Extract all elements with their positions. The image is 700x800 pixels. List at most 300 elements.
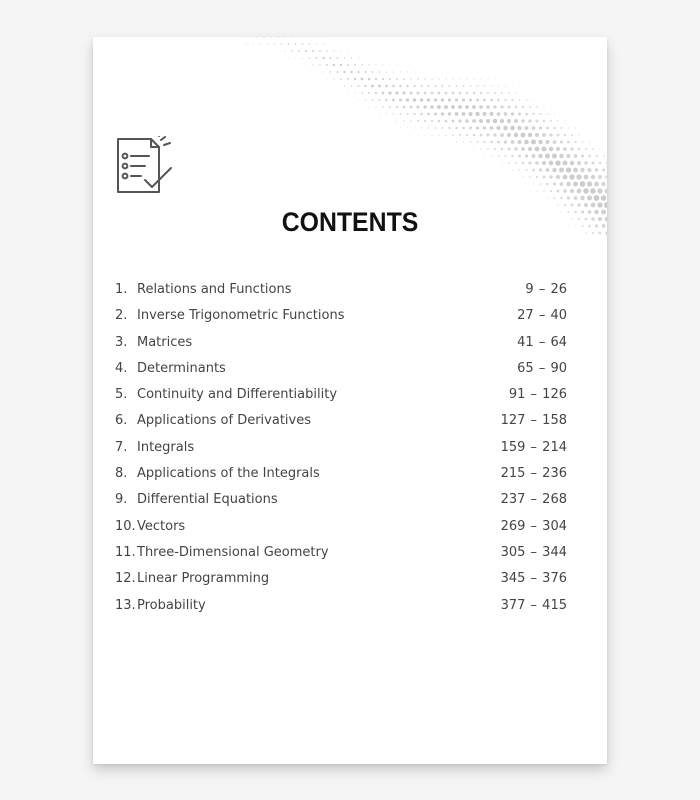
toc-entry-title: Continuity and Differentiability <box>137 387 338 403</box>
halftone-dot <box>563 175 568 180</box>
halftone-dot <box>491 155 492 156</box>
halftone-dot <box>512 86 513 87</box>
halftone-dot <box>420 98 423 101</box>
halftone-dot <box>411 135 412 136</box>
toc-entry-number: 13. <box>115 597 136 613</box>
halftone-dot <box>498 170 499 171</box>
halftone-dot <box>406 85 408 87</box>
halftone-dot <box>501 92 503 94</box>
halftone-dot <box>511 155 514 158</box>
halftone-dot <box>468 112 472 116</box>
halftone-dot <box>530 191 531 192</box>
halftone-dot <box>591 217 595 221</box>
halftone-dot <box>536 190 537 191</box>
halftone-dot <box>554 113 555 114</box>
toc-entry-number: 5. <box>115 387 128 403</box>
toc-entry <box>115 330 569 356</box>
halftone-dot <box>597 188 602 193</box>
halftone-dot <box>546 168 550 172</box>
toc-entry <box>115 408 569 434</box>
halftone-dot <box>576 174 581 179</box>
halftone-dot <box>550 120 552 122</box>
halftone-dot <box>477 156 478 157</box>
halftone-dot <box>351 85 353 87</box>
toc-entry-title: Applications of Derivatives <box>137 413 312 429</box>
halftone-dot <box>441 112 444 115</box>
halftone-dot <box>508 162 510 164</box>
halftone-dot <box>588 155 591 158</box>
halftone-dot <box>473 134 475 136</box>
toc-entry-pages: 269 – 304 <box>500 518 567 534</box>
halftone-dot <box>396 120 397 121</box>
halftone-dot <box>379 114 380 115</box>
halftone-dot <box>581 154 584 157</box>
toc-entry-title: Differential Equations <box>137 492 278 508</box>
halftone-dot <box>295 43 297 45</box>
toc-entry-pages: 9 – 26 <box>525 282 567 297</box>
halftone-dot <box>496 126 500 130</box>
halftone-dot <box>410 106 413 109</box>
halftone-dot <box>578 134 580 136</box>
halftone-dot <box>428 142 429 143</box>
halftone-dot <box>455 85 457 87</box>
halftone-dot <box>344 44 345 45</box>
halftone-dot <box>518 112 521 115</box>
halftone-dot <box>521 147 525 151</box>
halftone-dot <box>517 126 521 130</box>
toc-entry-pages: 377 – 415 <box>500 597 567 613</box>
halftone-dot <box>605 217 607 222</box>
halftone-dot <box>448 98 451 101</box>
halftone-dot <box>417 92 420 95</box>
halftone-dot <box>403 106 406 109</box>
halftone-dot <box>570 189 574 193</box>
toc-entry-pages: 345 – 376 <box>500 571 567 587</box>
halftone-dot <box>538 154 542 158</box>
halftone-dot <box>480 92 482 94</box>
halftone-dot <box>552 168 556 172</box>
halftone-dot <box>508 92 510 94</box>
halftone-dot <box>388 91 391 94</box>
halftone-dot <box>347 64 349 66</box>
halftone-dot <box>561 114 562 115</box>
halftone-dot <box>564 204 566 206</box>
halftone-dot <box>413 113 415 115</box>
halftone-dot <box>418 135 419 136</box>
halftone-dot <box>580 181 586 187</box>
halftone-dot <box>330 86 331 87</box>
halftone-dot <box>542 133 546 137</box>
halftone-dot <box>522 106 524 108</box>
toc-entry-title: Three-Dimensional Geometry <box>137 544 329 560</box>
halftone-dot <box>407 128 408 129</box>
halftone-dot <box>274 43 275 44</box>
halftone-dot <box>547 197 548 198</box>
halftone-dot <box>424 78 426 80</box>
halftone-dot <box>505 170 506 171</box>
halftone-dot <box>601 195 607 201</box>
halftone-dot <box>347 78 349 80</box>
halftone-dot <box>472 105 476 109</box>
halftone-dot <box>529 106 531 108</box>
halftone-dot <box>438 120 441 123</box>
halftone-dot <box>250 51 251 52</box>
halftone-dot <box>591 175 595 179</box>
halftone-dot <box>473 92 476 95</box>
halftone-dot <box>463 72 464 73</box>
halftone-dot <box>557 204 559 206</box>
halftone-dot <box>569 174 574 179</box>
halftone-dot <box>542 147 547 152</box>
halftone-dot <box>302 43 304 45</box>
toc-entry-pages: 27 – 40 <box>517 308 567 324</box>
halftone-dot <box>438 78 440 80</box>
halftone-dot <box>528 161 531 164</box>
halftone-dot <box>538 140 543 145</box>
halftone-dot <box>511 112 514 115</box>
toc-entry-title: Relations and Functions <box>137 282 292 297</box>
halftone-dot <box>592 232 594 234</box>
halftone-dot <box>554 197 556 199</box>
halftone-dot <box>493 119 498 124</box>
halftone-dot <box>502 79 503 80</box>
halftone-dot <box>459 92 462 95</box>
halftone-dot <box>413 98 416 101</box>
halftone-dot <box>427 85 429 87</box>
halftone-dot <box>458 119 461 122</box>
halftone-dot <box>299 65 300 66</box>
halftone-dot <box>559 167 564 172</box>
halftone-dot <box>416 105 419 108</box>
halftone-dot <box>580 196 584 200</box>
toc-entry <box>115 277 569 303</box>
halftone-dot <box>497 99 500 102</box>
halftone-dot <box>302 57 303 58</box>
halftone-dot <box>521 119 525 123</box>
halftone-dot <box>365 99 366 100</box>
halftone-dot <box>434 85 436 87</box>
halftone-dot <box>442 72 443 73</box>
halftone-dot <box>573 181 578 186</box>
toc-entry-pages: 215 – 236 <box>500 466 567 482</box>
toc-entry-title: Applications of the Integrals <box>137 466 320 482</box>
halftone-dot <box>556 175 560 179</box>
halftone-dot <box>442 142 443 143</box>
halftone-dot <box>512 169 513 170</box>
halftone-dot <box>543 106 544 107</box>
halftone-dot <box>309 72 310 73</box>
halftone-dot <box>475 112 479 116</box>
halftone-dot <box>532 154 536 158</box>
halftone-dot <box>435 127 437 129</box>
halftone-dot <box>400 128 401 129</box>
halftone-dot <box>603 155 605 157</box>
halftone-dot <box>504 112 508 116</box>
halftone-dot <box>466 92 469 95</box>
halftone-dot <box>288 58 289 59</box>
toc-entry-number: 10. <box>115 518 136 534</box>
halftone-dot <box>580 168 584 172</box>
halftone-dot <box>470 141 472 143</box>
halftone-dot <box>594 210 598 214</box>
halftone-dot <box>587 181 592 186</box>
halftone-dot <box>484 85 486 87</box>
halftone-dot <box>343 71 345 73</box>
halftone-dot <box>487 92 489 94</box>
halftone-dot <box>585 134 586 135</box>
toc-entry <box>115 514 569 540</box>
halftone-dot <box>507 133 511 137</box>
halftone-dot <box>428 127 430 129</box>
halftone-dot <box>403 78 405 80</box>
halftone-dot <box>589 141 590 142</box>
halftone-dot <box>431 120 433 122</box>
halftone-dot <box>539 183 541 185</box>
halftone-dot <box>542 161 546 165</box>
halftone-dot <box>567 196 570 199</box>
halftone-dot <box>511 140 515 144</box>
toc-entry <box>115 540 569 566</box>
halftone-dot <box>445 134 447 136</box>
halftone-dot <box>599 232 602 235</box>
halftone-dot <box>347 50 348 51</box>
halftone-dot <box>477 85 479 87</box>
toc-entry <box>115 593 569 619</box>
halftone-dot <box>368 78 371 81</box>
halftone-dot <box>597 202 602 207</box>
halftone-dot <box>550 190 552 192</box>
halftone-dot <box>495 79 496 80</box>
halftone-dot <box>588 210 592 214</box>
halftone-dot <box>427 113 430 116</box>
halftone-dot <box>375 92 377 94</box>
toc-entry-pages: 159 – 214 <box>500 439 567 455</box>
halftone-dot <box>525 113 528 116</box>
halftone-dot <box>529 176 531 178</box>
halftone-dot <box>500 105 503 108</box>
halftone-dot <box>466 78 467 79</box>
halftone-dot <box>316 43 317 44</box>
halftone-dot <box>559 154 564 159</box>
halftone-dot <box>411 65 412 66</box>
halftone-dot <box>417 78 419 80</box>
halftone-dot <box>515 162 517 164</box>
halftone-dot <box>333 50 334 51</box>
halftone-dot <box>602 168 605 171</box>
halftone-dot <box>563 189 567 193</box>
halftone-dot <box>516 177 517 178</box>
halftone-dot <box>566 167 571 172</box>
halftone-dot <box>357 85 359 87</box>
halftone-dot <box>514 119 518 123</box>
halftone-dot <box>316 72 317 73</box>
halftone-dot <box>337 57 339 59</box>
halftone-dot <box>604 202 607 208</box>
halftone-dot <box>605 175 607 178</box>
halftone-dot <box>484 72 485 73</box>
toc-entry-number: 3. <box>115 334 128 350</box>
toc-entry-number: 6. <box>115 413 128 429</box>
halftone-dot <box>497 112 501 116</box>
halftone-dot <box>547 113 549 115</box>
halftone-dot <box>438 134 439 135</box>
halftone-dot <box>470 156 471 157</box>
halftone-dot <box>452 134 454 136</box>
halftone-dot <box>497 141 500 144</box>
halftone-dot <box>504 140 507 143</box>
halftone-dot <box>519 86 520 87</box>
halftone-dot <box>340 64 342 66</box>
halftone-dot <box>571 204 574 207</box>
halftone-dot <box>348 93 349 94</box>
halftone-dot <box>493 105 496 108</box>
halftone-dot <box>526 184 527 185</box>
halftone-dot <box>459 78 460 79</box>
halftone-dot <box>490 99 493 102</box>
halftone-dot <box>441 98 444 101</box>
halftone-dot <box>504 99 506 101</box>
halftone-dot <box>404 65 405 66</box>
halftone-dot <box>382 78 384 80</box>
halftone-dot <box>477 141 479 143</box>
halftone-dot <box>493 133 496 136</box>
halftone-dot <box>365 57 366 58</box>
toc-entry-title: Linear Programming <box>137 571 270 587</box>
halftone-dot <box>362 107 363 108</box>
halftone-dot <box>522 92 523 93</box>
halftone-dot <box>444 105 448 109</box>
halftone-dot <box>371 85 374 88</box>
halftone-dot <box>298 50 300 52</box>
halftone-dot <box>553 127 556 130</box>
halftone-dot <box>452 120 455 123</box>
toc-entry-pages: 65 – 90 <box>517 360 567 376</box>
halftone-dot <box>445 92 448 95</box>
halftone-dot <box>557 190 560 193</box>
halftone-dot <box>557 134 560 137</box>
halftone-dot <box>545 153 550 158</box>
halftone-dot <box>305 37 306 38</box>
halftone-dot <box>500 133 504 137</box>
halftone-dot <box>574 154 578 158</box>
halftone-dot <box>372 114 373 115</box>
halftone-dot <box>508 148 511 151</box>
halftone-dot <box>449 72 450 73</box>
halftone-dot <box>413 85 415 87</box>
toc-entry <box>115 356 569 382</box>
halftone-dot <box>337 86 338 87</box>
halftone-dot <box>392 99 395 102</box>
halftone-dot <box>466 134 468 136</box>
halftone-dot <box>452 78 454 80</box>
halftone-dot <box>563 161 568 166</box>
halftone-dot <box>421 71 422 72</box>
toc-entry <box>115 487 569 513</box>
halftone-dot <box>277 37 278 38</box>
halftone-dot <box>253 43 254 44</box>
halftone-dot <box>424 120 426 122</box>
halftone-dot <box>288 43 290 45</box>
halftone-dot <box>462 112 466 116</box>
halftone-dot <box>549 147 554 152</box>
halftone-dot <box>469 98 472 101</box>
halftone-dot <box>552 154 557 159</box>
halftone-dot <box>536 120 539 123</box>
halftone-dot <box>427 98 430 101</box>
halftone-dot <box>424 92 427 95</box>
halftone-dot <box>312 64 313 65</box>
halftone-dot <box>379 71 381 73</box>
halftone-dot <box>473 148 474 149</box>
halftone-dot <box>495 163 496 164</box>
halftone-dot <box>383 121 384 122</box>
halftone-dot <box>414 127 415 128</box>
halftone-dot <box>540 198 541 199</box>
halftone-dot <box>549 133 552 136</box>
halftone-dot <box>476 98 479 101</box>
halftone-dot <box>382 106 384 108</box>
halftone-dot <box>354 92 355 93</box>
halftone-dot <box>449 141 450 142</box>
halftone-dot <box>434 98 437 101</box>
halftone-dot <box>599 148 600 149</box>
halftone-dot <box>256 37 257 38</box>
halftone-dot <box>291 50 292 51</box>
halftone-dot <box>395 91 398 94</box>
halftone-dot <box>584 175 589 180</box>
halftone-dot <box>406 113 408 115</box>
halftone-dot <box>284 50 285 51</box>
halftone-dot <box>309 57 311 59</box>
halftone-dot <box>573 168 578 173</box>
halftone-dot <box>462 127 465 130</box>
halftone-dot <box>399 85 401 87</box>
halftone-dot <box>606 162 607 164</box>
halftone-dot <box>459 134 461 136</box>
halftone-dot <box>350 71 353 74</box>
halftone-dot <box>536 176 538 178</box>
halftone-dot <box>333 64 335 66</box>
halftone-dot <box>596 142 597 143</box>
toc-entry-title: Inverse Trigonometric Functions <box>137 308 345 324</box>
halftone-dot <box>566 154 570 158</box>
halftone-dot <box>603 142 604 143</box>
halftone-dot <box>448 127 450 129</box>
halftone-dot <box>375 106 376 107</box>
halftone-dot <box>583 188 588 193</box>
halftone-dot <box>337 44 338 45</box>
halftone-dot <box>514 147 517 150</box>
halftone-dot <box>501 148 504 151</box>
halftone-dot <box>560 140 563 143</box>
halftone-dot <box>372 99 374 101</box>
halftone-dot <box>291 37 292 38</box>
halftone-dot <box>570 147 573 150</box>
halftone-dot <box>390 121 391 122</box>
halftone-dot <box>417 120 419 122</box>
halftone-dot <box>587 195 592 200</box>
halftone-dot <box>591 161 594 164</box>
halftone-dot <box>375 78 377 80</box>
halftone-dot <box>521 133 526 138</box>
toc-entry <box>115 566 569 592</box>
halftone-dot <box>420 85 422 87</box>
halftone-dot <box>585 148 587 150</box>
halftone-dot <box>263 37 264 38</box>
halftone-dot <box>340 50 341 51</box>
halftone-dot <box>410 78 412 80</box>
halftone-dot <box>564 120 565 121</box>
